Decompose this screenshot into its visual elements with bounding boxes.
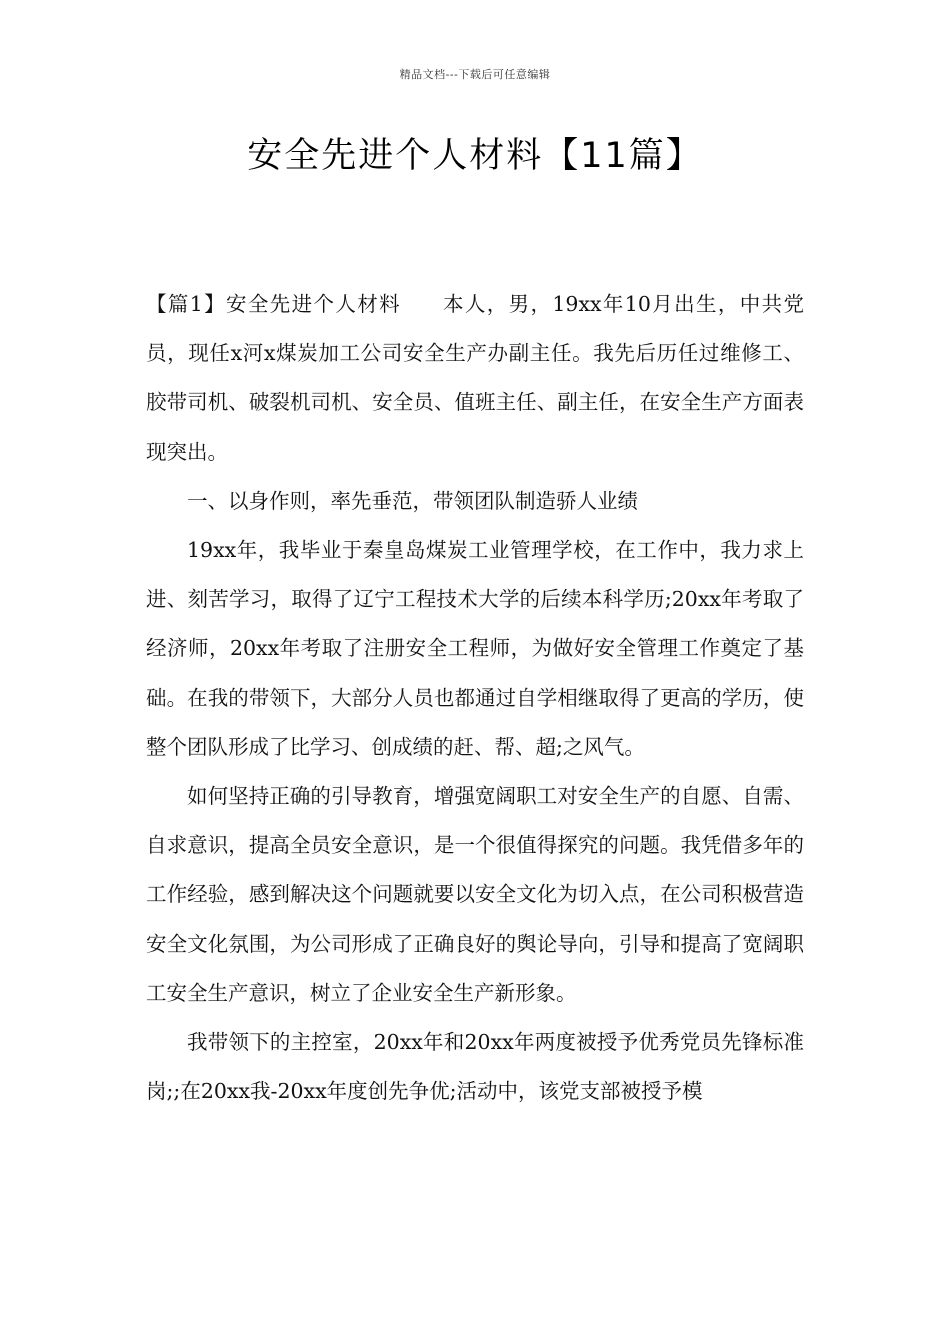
header-note: 精品文档---下载后可任意编辑: [399, 68, 551, 81]
document-body: [146, 280, 804, 1116]
intro-paragraph: [146, 280, 804, 477]
document-title: 安全先进个人材料【11篇】: [247, 136, 703, 176]
body-paragraph: 19xx年，我毕业于秦皇岛煤炭工业管理学校，在工作中，我力求上进、刻苦学习，取得了辽宁工程技术大学的后续本科学历;20xx年考取了经济师，20xx年考取了注册安全工程师，为做好安全管理工作奠定了基础。在我的带领下，大部分人员也都通过自学相继取得了更高的学历，使整个团队形成了比学习、创成绩的赶、帮、超;之风气。: [146, 538, 804, 759]
body-paragraph: 如何坚持正确的引导教育，增强宽阔职工对安全生产的自愿、自需、自求意识，提高全员安全意识，是一个很值得探究的问题。我凭借多年的工作经验，感到解决这个问题就要以安全文化为切入点，在公司积极营造安全文化氛围，为公司形成了正确良好的舆论导向，引导和提高了宽阔职工安全生产意识，树立了企业安全生产新形象。: [146, 784, 804, 1005]
body-paragraph: 我带领下的主控室，20xx年和20xx年两度被授予优秀党员先锋标准岗;;在20xx我-20xx年度创先争优;活动中，该党支部被授予模: [146, 1030, 804, 1104]
section-label: 【篇1】安全先进个人材料: [146, 292, 401, 316]
section-heading: 一、以身作则，率先垂范，带领团队制造骄人业绩: [187, 488, 638, 513]
intro-text: 本人，男，19xx年10月出生，中共党员，现任x河x煤炭加工公司安全生产办副主任。我先后历任过维修工、胶带司机、破裂机司机、安全员、值班主任、副主任，在安全生产方面表现突出。: [146, 292, 804, 464]
